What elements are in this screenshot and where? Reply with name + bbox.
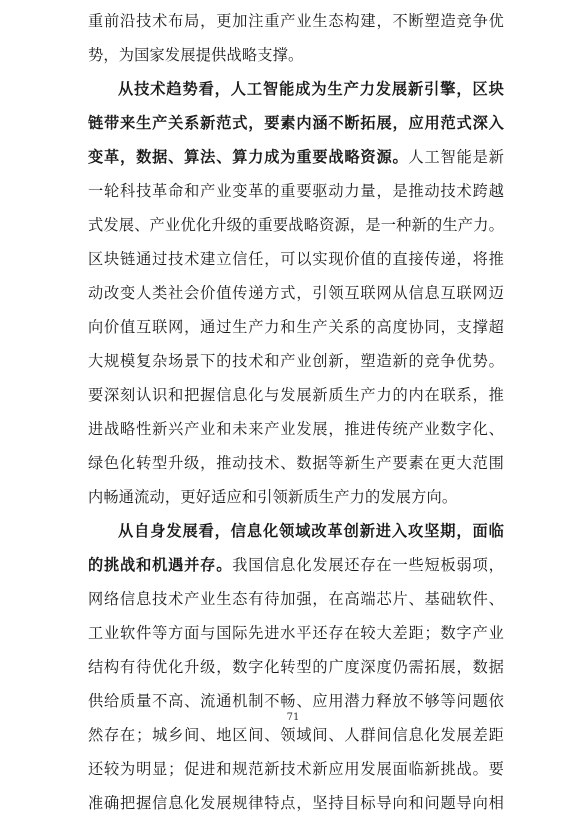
text-line [88,208,504,242]
text-segment: 还较为明显；促进和规范新技术新应用发展面临新挑战。要 [88,760,504,778]
body-text [88,4,504,820]
text-segment: 区块链通过技术建立信任，可以实现价值的直接传递，将推 [88,250,504,268]
text-segment: 结构有待优化升级，数字化转型的广度深度仍需拓展，数据 [88,658,504,676]
text-line [88,174,504,208]
text-line [88,446,504,480]
text-segment: 绿色化转型升级，推动技术、数据等新生产要素在更大范围 [88,454,504,472]
text-line [88,140,504,174]
text-segment: 向价值互联网，通过生产力和生产关系的高度协同，支撑超 [88,318,504,336]
page-number: 71 [286,712,300,723]
text-line [88,752,504,786]
text-line [88,242,504,276]
text-line [88,378,504,412]
text-line [88,582,504,616]
bold-text-segment: 从技术趋势看，人工智能成为生产力发展新引擎，区块 [118,80,504,98]
text-segment: 人工智能是新 [408,148,505,166]
text-segment: 式发展、产业优化升级的重要战略资源，是一种新的生产力。 [88,216,504,234]
text-line [88,276,504,310]
text-segment: 大规模复杂场景下的技术和产业创新，塑造新的竞争优势。 [88,352,504,370]
text-segment: 工业软件等方面与国际先进水平还存在较大差距；数字产业 [88,624,504,642]
bold-text-segment: 变革，数据、算法、算力成为重要战略资源。 [88,148,409,166]
text-line [88,616,504,650]
text-line [88,480,504,514]
text-line [88,72,504,106]
text-segment: 然存在；城乡间、地区间、领域间、人群间信息化发展差距 [88,726,504,744]
text-segment: 势，为国家发展提供战略支撑。 [88,46,304,64]
text-segment: 进战略性新兴产业和未来产业发展，推进传统产业数字化、 [88,420,504,438]
text-segment: 动改变人类社会价值传递方式，引领互联网从信息互联网迈 [88,284,504,302]
bold-text-segment: 的挑战和机遇并存。 [88,556,233,574]
text-line [88,412,504,446]
text-line [88,548,504,582]
text-line [88,718,504,752]
text-segment: 要深刻认识和把握信息化与发展新质生产力的内在联系，推 [88,386,504,404]
text-line [88,310,504,344]
text-segment: 重前沿技术布局，更加注重产业生态构建，不断塑造竞争优 [88,12,504,30]
text-segment: 我国信息化发展还存在一些短板弱项， [232,556,504,574]
text-line [88,786,504,820]
text-line [88,106,504,140]
text-segment: 内畅通流动，更好适应和引领新质生产力的发展方向。 [88,488,458,506]
text-segment: 供给质量不高、流通机制不畅、应用潜力释放不够等问题依 [88,692,504,710]
text-line [88,344,504,378]
text-segment: 网络信息技术产业生态有待加强，在高端芯片、基础软件、 [88,590,504,608]
text-line [88,4,504,38]
text-line [88,650,504,684]
text-line [88,38,504,72]
text-segment: 一轮科技革命和产业变革的重要驱动力量，是推动技术跨越 [88,182,504,200]
bold-text-segment: 链带来生产关系新范式，要素内涵不断拓展，应用范式深入 [88,114,504,132]
text-line [88,514,504,548]
bold-text-segment: 从自身发展看，信息化领域改革创新进入攻坚期，面临 [118,522,504,540]
text-segment: 准确把握信息化发展规律特点，坚持目标导向和问题导向相 [88,794,504,812]
